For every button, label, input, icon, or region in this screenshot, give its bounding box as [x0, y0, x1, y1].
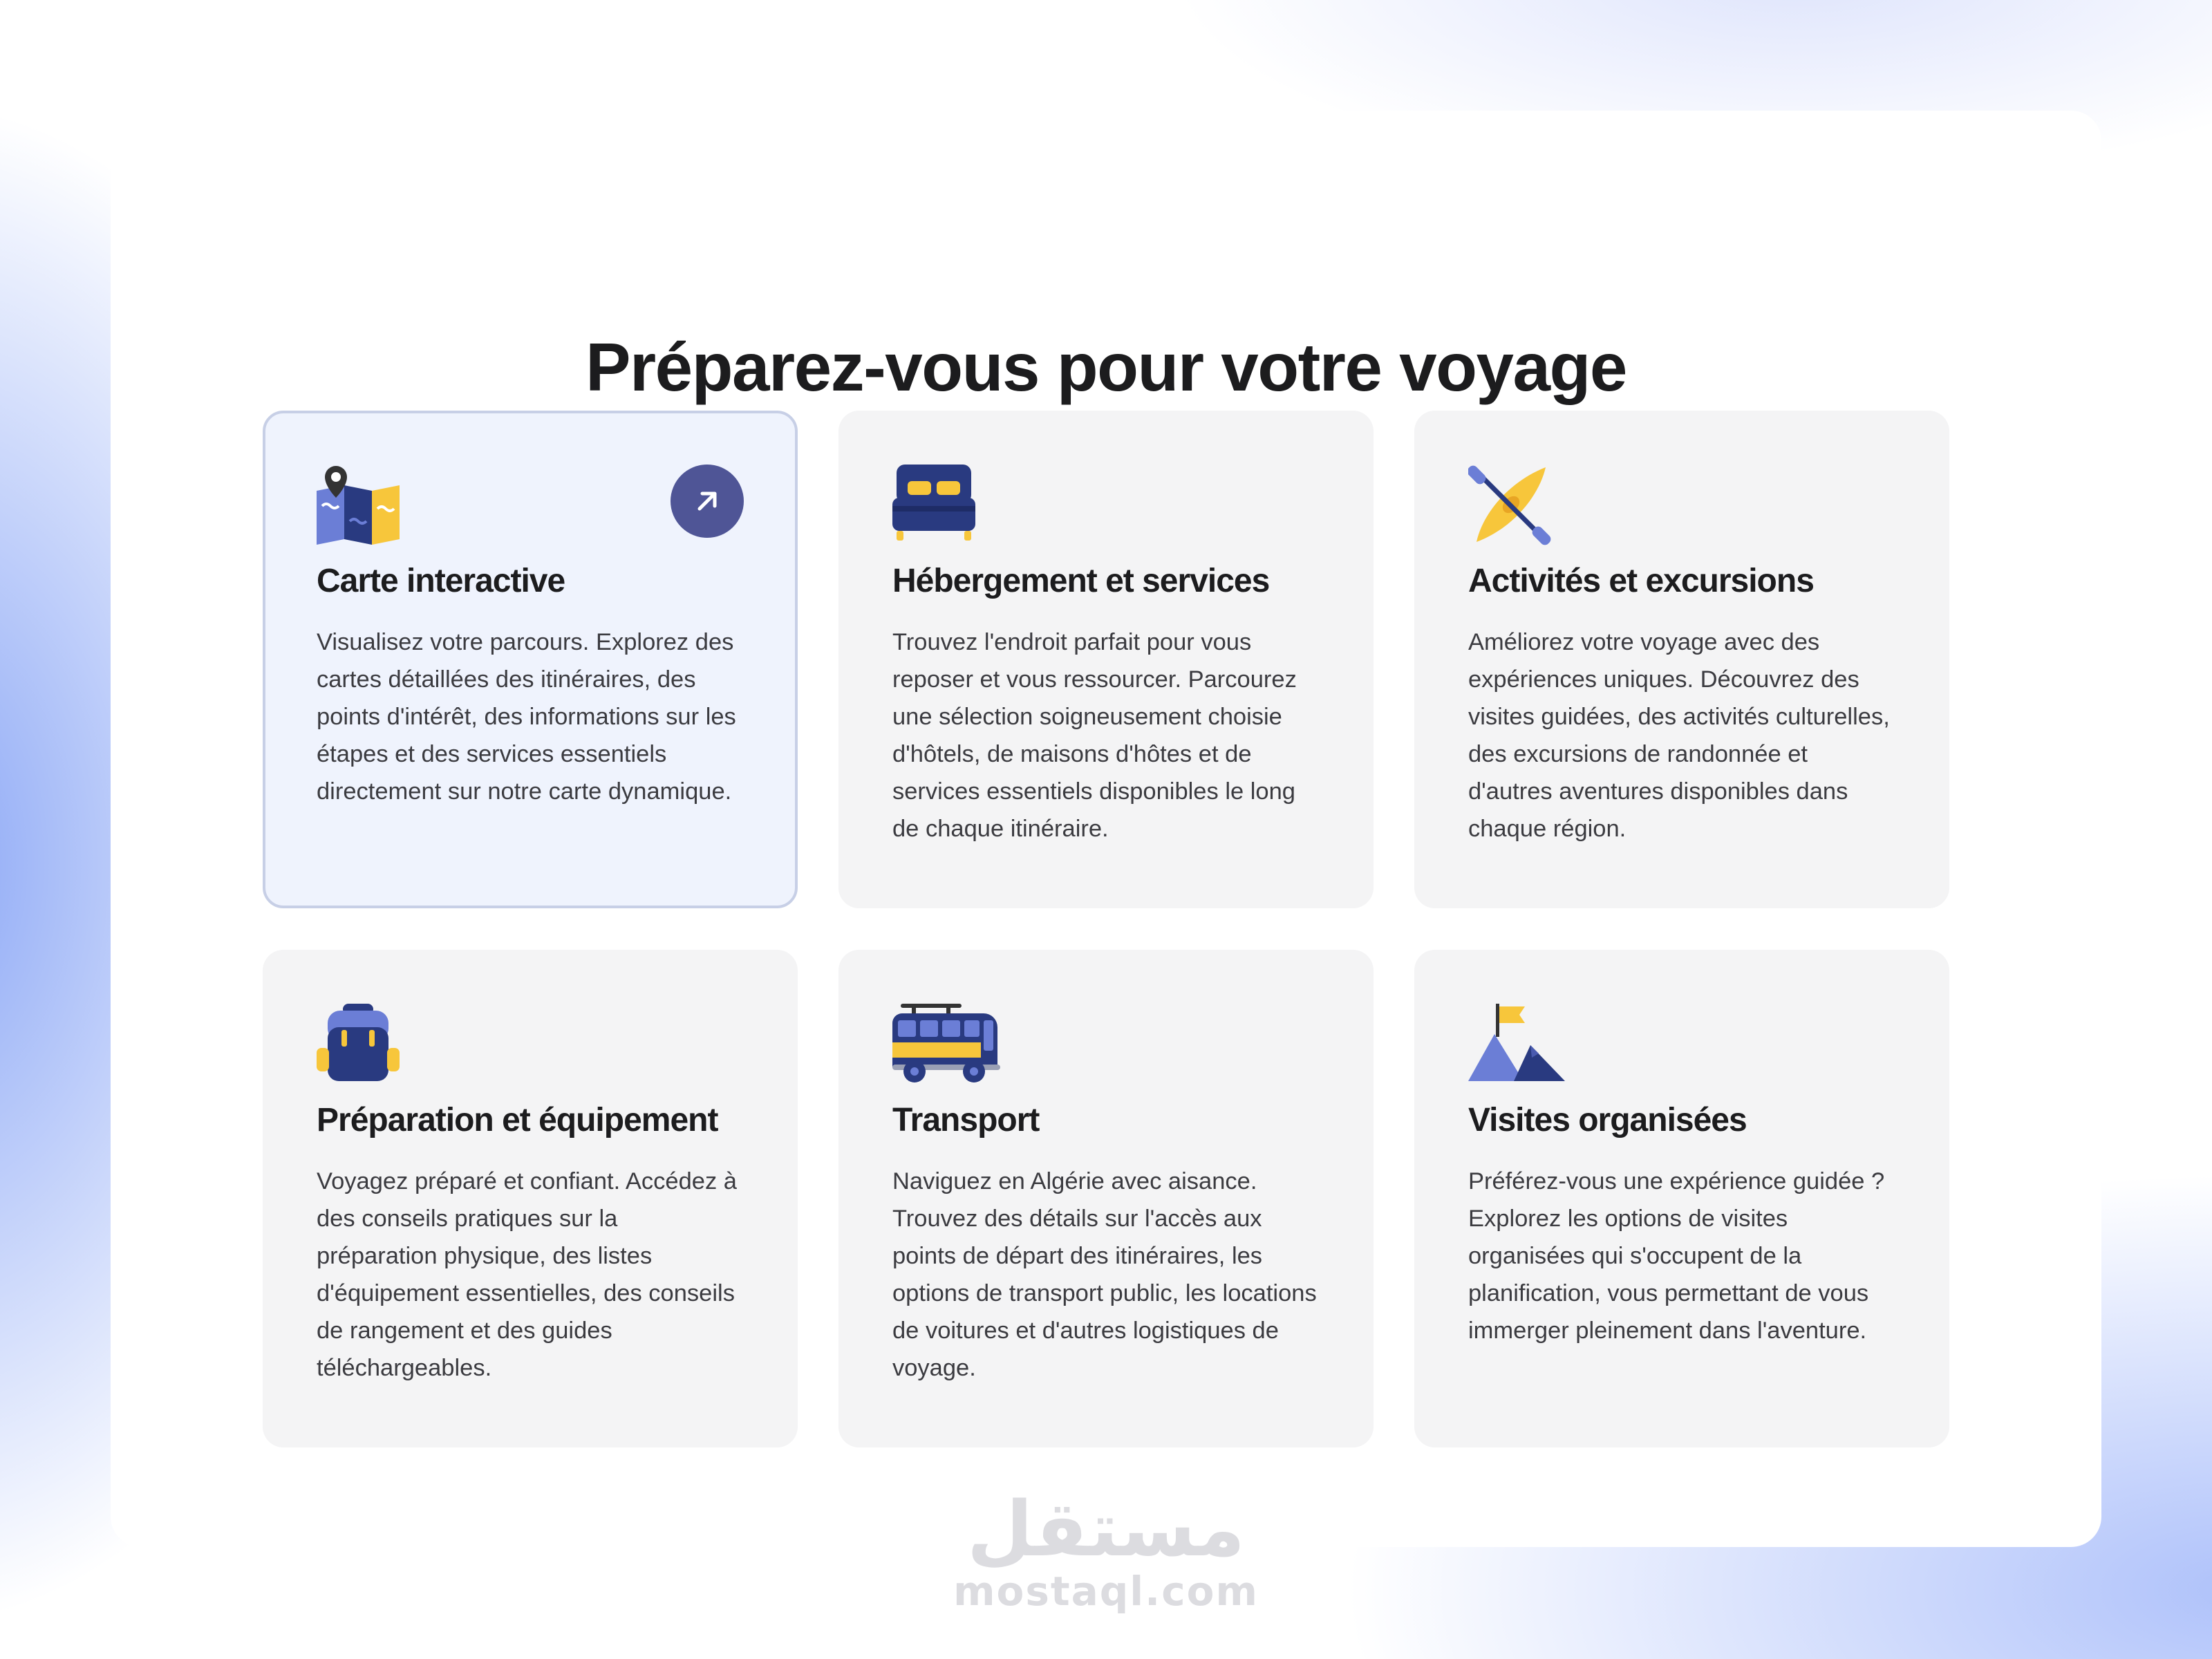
card-title: Transport	[892, 1102, 1040, 1138]
main-panel	[111, 111, 2101, 1547]
bus-icon	[892, 1004, 975, 1087]
mountain-flag-icon	[1468, 1004, 1551, 1087]
card-carte-interactive[interactable]	[263, 411, 798, 908]
card-description: Préférez-vous une expérience guidée ? Explorez les options de visites organisées qui s'occupent de la planification, vous permettant de vous immerger pleinement dans l'aventure.	[1468, 1168, 1885, 1344]
card-preparation-equipement[interactable]	[263, 950, 798, 1447]
card-description: Naviguez en Algérie avec aisance. Trouvez des détails sur l'accès aux points de départ des itinéraires, les options de transport public, les locations de voitures et d'autres logistiques de voyage.	[892, 1168, 1317, 1381]
card-title: Hébergement et services	[892, 563, 1270, 599]
card-activites-excursions[interactable]	[1414, 411, 1949, 908]
card-description: Trouvez l'endroit parfait pour vous reposer et vous ressourcer. Parcourez une sélection soigneusement choisie d'hôtels, de maisons d'hôtes et de services essentiels disponibles le long de chaque itinéraire.	[892, 628, 1297, 842]
backpack-icon	[317, 1004, 400, 1087]
watermark-arabic: مستقل	[966, 1485, 1246, 1573]
card-description: Améliorez votre voyage avec des expériences uniques. Découvrez des visites guidées, des activités culturelles, des excursions de randonnée et d'autres aventures disponibles dans chaque région.	[1468, 628, 1890, 842]
card-title: Préparation et équipement	[317, 1102, 718, 1138]
card-transport[interactable]	[838, 950, 1374, 1447]
card-title: Carte interactive	[317, 563, 565, 599]
card-title: Activités et excursions	[1468, 563, 1814, 599]
arrow-up-right-icon	[691, 485, 723, 517]
card-title: Visites organisées	[1468, 1102, 1747, 1138]
map-icon	[317, 465, 400, 547]
card-description: Voyagez préparé et confiant. Accédez à des conseils pratiques sur la préparation physique, des listes d'équipement essentielles, des conseils de rangement et des guides téléchargeables.	[317, 1168, 737, 1381]
kayak-icon	[1468, 465, 1551, 547]
bed-icon	[892, 465, 975, 547]
card-visites-organisees[interactable]	[1414, 950, 1949, 1447]
card-hebergement-services[interactable]	[838, 411, 1374, 908]
page-title: Préparez-vous pour votre voyage	[585, 329, 1627, 405]
mostaql-watermark	[0, 1485, 2212, 1615]
card-description: Visualisez votre parcours. Explorez des cartes détaillées des itinéraires, des points d'intérêt, des informations sur les étapes et des services essentiels directement sur notre carte dynamique.	[317, 628, 736, 805]
watermark-latin: mostaql.com	[953, 1568, 1259, 1615]
open-arrow-button[interactable]	[671, 465, 744, 538]
